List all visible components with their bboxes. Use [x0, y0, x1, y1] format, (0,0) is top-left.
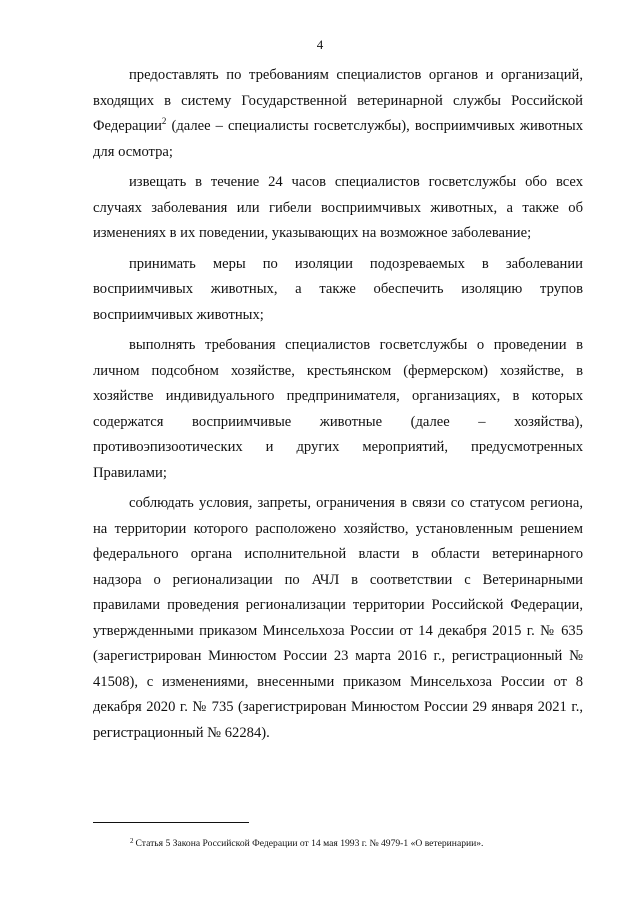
page-number: 4: [316, 37, 324, 52]
footnote-text: Статья 5 Закона Российской Федерации от 14 мая 1993 г. № 4979-1 «О ветеринарии».: [135, 838, 484, 849]
paragraph-notify: извещать в течение 24 часов специалистов госветслужбы обо всех случаях заболевания или гибели восприимчивых животных, а также об изменениях в их поведении, указывающих на возможное заболевание;: [93, 174, 583, 241]
paragraph-text: предоставлять по требованиям специалистов органов и организаций, входящих в систему Государственной ветеринарной службы Российской Федерации: [93, 67, 583, 134]
footnote: [130, 838, 590, 850]
paragraph-text: (далее – специалисты госветслужбы), восприимчивых животных для осмотра;: [93, 118, 583, 160]
document-body: [93, 63, 583, 751]
paragraph-isolation: принимать меры по изоляции подозреваемых в заболевании восприимчивых животных, а также обеспечить изоляцию трупов восприимчивых животных;: [93, 255, 583, 323]
paragraph-requirements: выполнять требования специалистов госветслужбы о проведении в личном подсобном хозяйстве, крестьянском (фермерском) хозяйстве, в хозяйстве индивидуального предпринимателя, организациях, в которых содержатся восприимчивые животные (далее – хозяйства), противоэпизоотических и других мероприятий, предусмотренных Правилами;: [93, 337, 583, 481]
footnote-separator: [93, 822, 249, 823]
paragraph-regionalization: соблюдать условия, запреты, ограничения в связи со статусом региона, на территории которого расположено хозяйство, установленным решением федерального органа исполнительной власти в области ветеринарного надзора о регионализации по АЧЛ в соответствии с Ветеринарными правилами проведения регионализации территории Российской Федерации, утвержденными приказом Минсельхоза России от 14 декабря 2015 г. № 635 (зарегистрирован Минюстом России 23 марта 2016 г., регистрационный № 41508), с изменениями, внесенными приказом Минсельхоза России от 8 декабря 2020 г. № 735 (зарегистрирован Минюстом России 29 января 2021 г., регистрационный № 62284).: [93, 495, 583, 741]
footnote-reference: 2: [161, 116, 167, 126]
footnote-marker: 2: [130, 837, 134, 845]
paragraph-provide-animals: [93, 63, 583, 165]
